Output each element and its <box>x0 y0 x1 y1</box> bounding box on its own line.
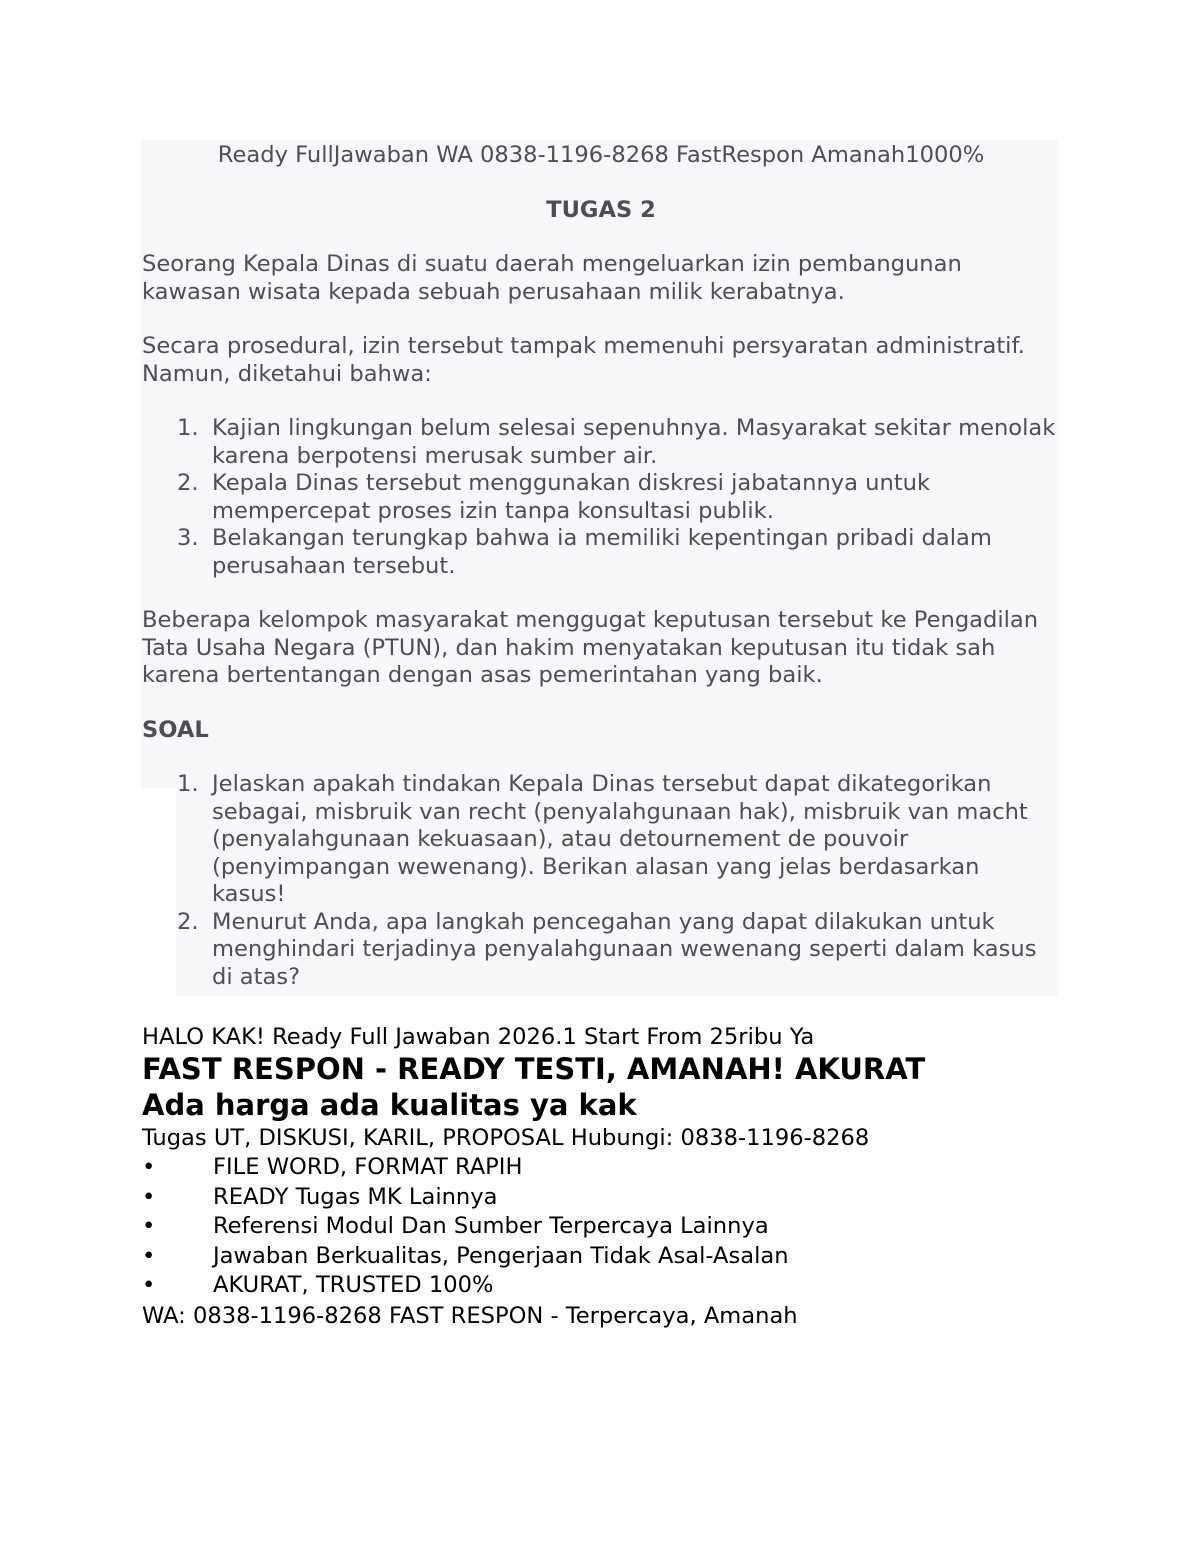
header-line: Ready FullJawaban WA 0838-1196-8268 FastRespon Amanah1000% <box>217 142 985 168</box>
bullet-icon: • <box>142 1242 156 1269</box>
list-number: 2. <box>177 470 199 496</box>
list-text: Kajian lingkungan belum selesai sepenuhnya. Masyarakat sekitar menolak karena berpotensi merusak sumber air. <box>212 415 1056 469</box>
case-paragraph: Secara prosedural, izin tersebut tampak memenuhi persyaratan administratif. Namun, diketahui bahwa: <box>142 333 1025 387</box>
list-item <box>142 525 1060 580</box>
list-text: Belakangan terungkap bahwa ia memiliki kepentingan pribadi dalam perusahaan tersebut. <box>212 525 992 579</box>
promo-greeting: HALO KAK! Ready Full Jawaban 2026.1 Start From 25ribu Ya <box>142 1024 815 1050</box>
list-item <box>142 1183 1072 1213</box>
promo-footer: WA: 0838-1196-8268 FAST RESPON - Terpercaya, Amanah <box>142 1302 798 1329</box>
list-item <box>142 1153 1072 1183</box>
case-paragraph: Seorang Kepala Dinas di suatu daerah mengeluarkan izin pembangunan kawasan wisata kepada sebuah perusahaan milik kerabatnya. <box>142 251 962 305</box>
list-item <box>142 1212 1072 1242</box>
assignment-title: TUGAS 2 <box>546 196 656 223</box>
assignment-content <box>142 140 1060 991</box>
bullet-icon: • <box>142 1272 156 1299</box>
questions-list <box>142 771 1060 991</box>
list-item <box>142 1271 1072 1301</box>
promo-headline: FAST RESPON - READY TESTI, AMANAH! AKURAT <box>142 1052 926 1086</box>
list-number: 1. <box>177 771 199 797</box>
list-text: Jelaskan apakah tindakan Kepala Dinas tersebut dapat dikategorikan sebagai, misbruik van recht (penyalahgunaan hak), misbruik van macht (penyalahgunaan kekuasaan), atau detournement de pouvoir (penyimpangan wewenang). Berikan alasan yang jelas berdasarkan kasus! <box>212 771 1028 907</box>
list-text: Jawaban Berkualitas, Pengerjaan Tidak Asal-Asalan <box>213 1242 789 1269</box>
list-item <box>142 771 1060 909</box>
list-text: Menurut Anda, apa langkah pencegahan yang dapat dilakukan untuk menghindari terjadinya penyalahgunaan wewenang seperti dalam kasus di atas? <box>212 908 1037 990</box>
facts-list <box>142 415 1060 580</box>
list-text: Kepala Dinas tersebut menggunakan diskresi jabatannya untuk mempercepat proses izin tanpa konsultasi publik. <box>212 470 931 524</box>
promo-bullet-list <box>142 1153 1072 1301</box>
list-number: 1. <box>177 415 199 441</box>
list-item <box>142 1242 1072 1272</box>
list-item <box>142 909 1060 992</box>
soal-heading: SOAL <box>142 716 209 743</box>
promo-headline: Ada harga ada kualitas ya kak <box>142 1087 637 1122</box>
list-number: 2. <box>177 908 199 935</box>
list-text: READY Tugas MK Lainnya <box>213 1183 498 1210</box>
list-text: AKURAT, TRUSTED 100% <box>213 1272 494 1299</box>
bullet-icon: • <box>142 1154 156 1180</box>
case-paragraph: Beberapa kelompok masyarakat menggugat keputusan tersebut ke Pengadilan Tata Usaha Negara (PTUN), dan hakim menyatakan keputusan itu tidak sah karena bertentangan dengan asas pemerintahan yang baik. <box>142 607 1039 688</box>
list-text: Referensi Modul Dan Sumber Terpercaya Lainnya <box>213 1213 769 1240</box>
list-item <box>142 415 1060 470</box>
promo-section <box>142 1022 1072 1331</box>
list-text: FILE WORD, FORMAT RAPIH <box>213 1154 523 1180</box>
promo-contact: Tugas UT, DISKUSI, KARIL, PROPOSAL Hubungi: 0838-1196-8268 <box>142 1125 870 1151</box>
list-item <box>142 470 1060 525</box>
bullet-icon: • <box>142 1213 156 1240</box>
bullet-icon: • <box>142 1183 156 1210</box>
list-number: 3. <box>177 525 199 551</box>
